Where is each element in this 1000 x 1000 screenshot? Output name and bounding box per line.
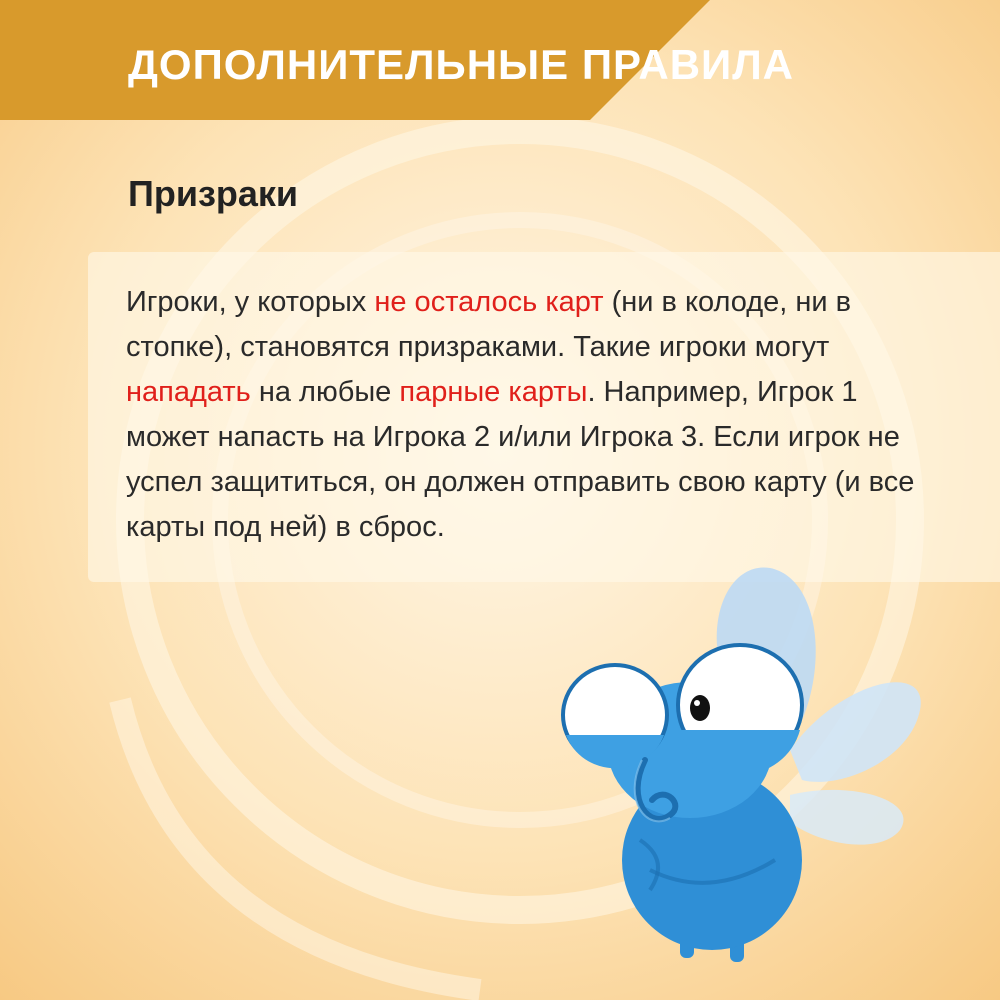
fly-mascot-illustration	[540, 560, 940, 980]
rule-description	[126, 280, 926, 550]
rule-text-segment: на любые	[250, 376, 400, 408]
rule-text-segment: Игроки, у которых	[126, 286, 375, 318]
rule-text-segment: (ни в колоде, ни в стопке), становятся призраками. Такие игроки могут	[126, 286, 852, 363]
rule-title: Призраки	[128, 173, 299, 214]
banner-title: ДОПОЛНИТЕЛЬНЫЕ ПРАВИЛА	[128, 41, 795, 88]
rule-highlight-paired-cards: парные карты	[399, 376, 588, 408]
rule-text-segment: . Например, Игрок 1 может напасть на Игрока 2 и/или Игрока 3. Если игрок не успел защититься, он должен отправить свою карту (и все карты под ней) в сброс.	[126, 376, 915, 543]
rule-highlight-attack: нападать	[126, 376, 251, 408]
rule-highlight-no-cards: не осталось карт	[374, 286, 604, 318]
